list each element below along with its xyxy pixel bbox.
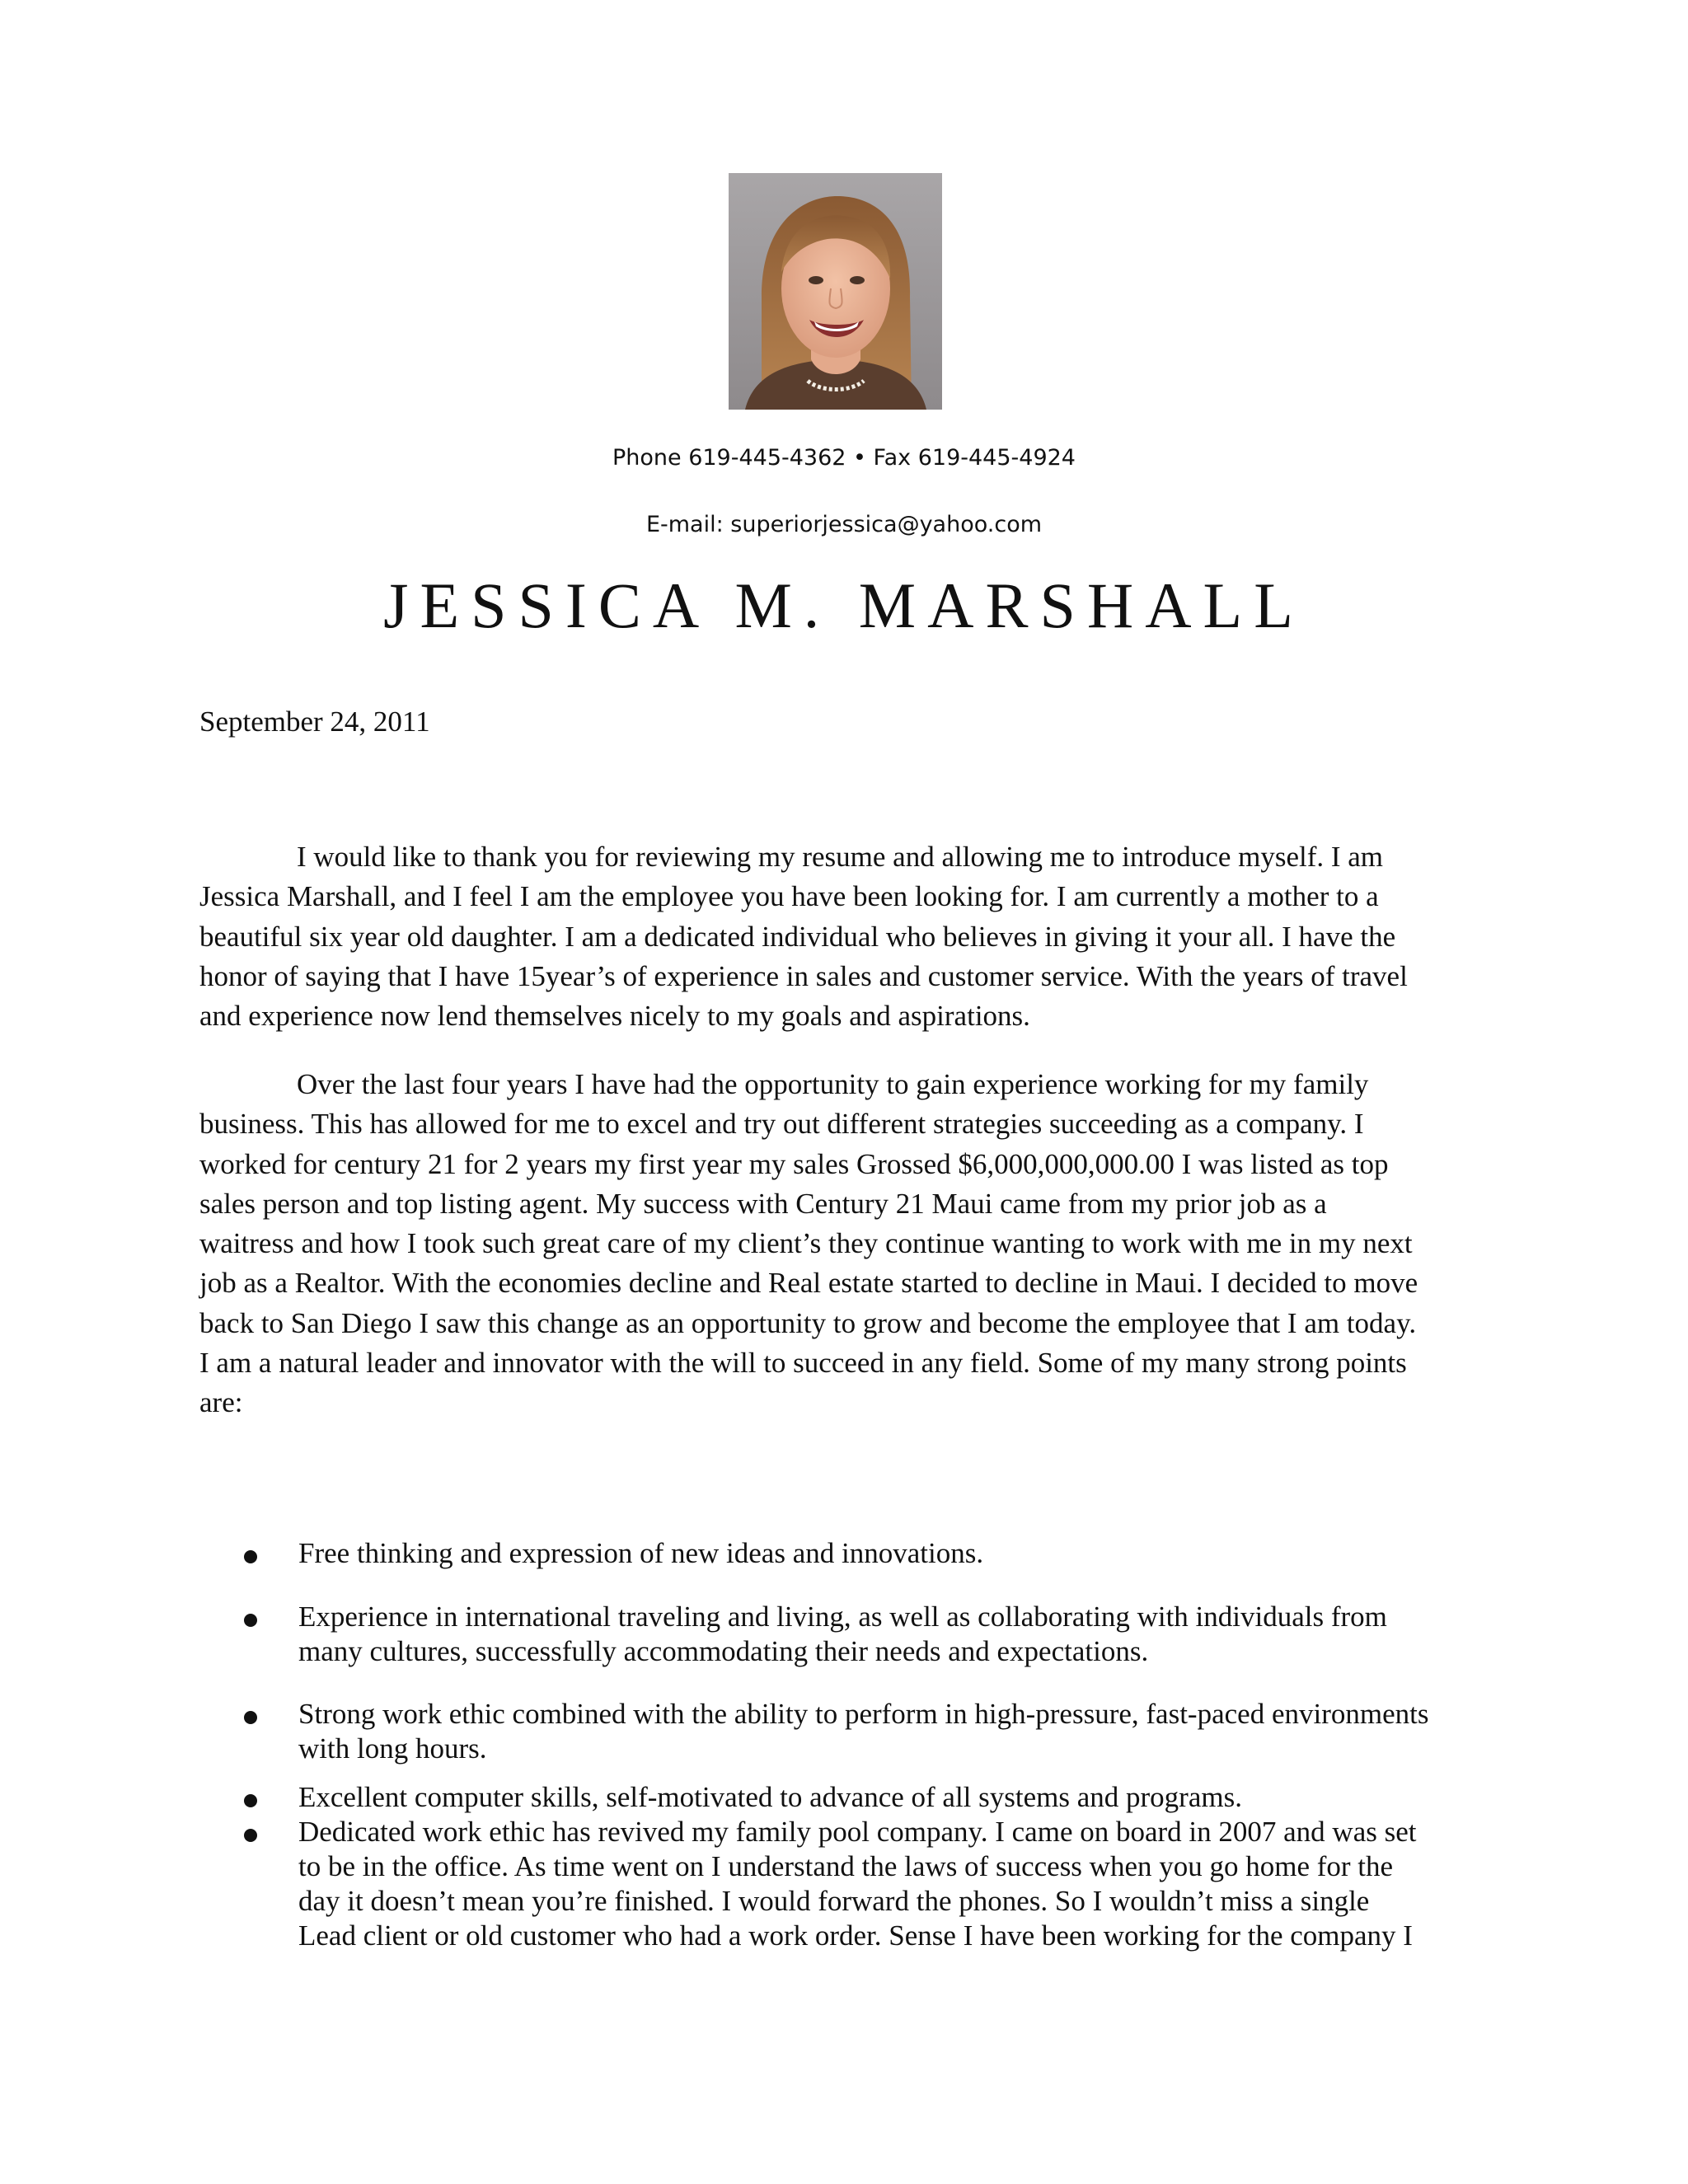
paragraph-line: are: <box>199 1386 243 1419</box>
bullet-line: Excellent computer skills, self-motivated to advance of all systems and programs. <box>298 1781 1242 1813</box>
paragraph-line: honor of saying that I have 15year’s of experience in sales and customer service. With the years of travel <box>199 959 1408 992</box>
bullet-text <box>298 1600 1535 1669</box>
paragraph-line: waitress and how I took such great care of my client’s they continue wanting to work with me in my next <box>199 1227 1413 1260</box>
bullet-line: to be in the office. As time went on I understand the laws of success when you go home for the <box>298 1850 1394 1882</box>
bullet-icon <box>244 1550 257 1563</box>
bullet-text <box>298 1780 1535 1815</box>
letter-date: September 24, 2011 <box>199 705 430 738</box>
paragraph-line: I am a natural leader and innovator with the will to succeed in any field. Some of my many strong points <box>199 1347 1407 1380</box>
paragraph-line: business. This has allowed for me to excel and try out different strategies succeeding as a company. I <box>199 1108 1364 1141</box>
bullet-line: Dedicated work ethic has revived my family pool company. I came on board in 2007 and was set <box>298 1816 1417 1848</box>
paragraph-line: beautiful six year old daughter. I am a dedicated individual who believes in giving it your all. I have the <box>199 920 1396 953</box>
bullet-line: Lead client or old customer who had a work order. Sense I have been working for the company I <box>298 1919 1413 1952</box>
bullet-icon <box>244 1794 257 1807</box>
bullet-text <box>298 1697 1535 1766</box>
bullet-text <box>298 1815 1535 1953</box>
bullet-line: Experience in international traveling and living, as well as collaborating with individuals from <box>298 1601 1387 1633</box>
paragraph-line: and experience now lend themselves nicely to my goals and aspirations. <box>199 1000 1030 1033</box>
paragraph-line: back to San Diego I saw this change as an opportunity to grow and become the employee that I am today. <box>199 1306 1417 1339</box>
paragraph-line: Over the last four years I have had the opportunity to gain experience working for my family <box>297 1068 1369 1100</box>
bullet-text <box>298 1536 1535 1571</box>
bullet-line: many cultures, successfully accommodating their needs and expectations. <box>298 1635 1149 1667</box>
email-line: E-mail: superiorjessica@yahoo.com <box>645 512 1043 537</box>
bullet-line: Free thinking and expression of new ideas and innovations. <box>298 1537 984 1569</box>
paragraph-introduction <box>199 837 1502 1036</box>
bullet-line: day it doesn’t mean you’re finished. I would forward the phones. So I wouldn’t miss a single <box>298 1885 1370 1917</box>
paragraph-line: I would like to thank you for reviewing my resume and allowing me to introduce myself. I am <box>297 841 1384 873</box>
paragraph-line: sales person and top listing agent. My success with Century 21 Maui came from my prior job as a <box>199 1187 1327 1220</box>
bullet-line: Strong work ethic combined with the ability to perform in high-pressure, fast-paced environments <box>298 1698 1429 1730</box>
bullet-icon <box>244 1711 257 1724</box>
paragraph-line: worked for century 21 for 2 years my first year my sales Grossed $6,000,000,000.00 I was listed as top <box>199 1147 1389 1180</box>
bullet-icon <box>244 1829 257 1842</box>
phone-fax-line: Phone 619-445-4362 • Fax 619-445-4924 <box>612 445 1076 471</box>
paragraph-line: Jessica Marshall, and I feel I am the employee you have been looking for. I am currently a mother to a <box>199 880 1379 913</box>
paragraph-experience <box>199 1065 1502 1423</box>
applicant-name: JESSICA M. MARSHALL <box>383 569 1305 641</box>
bullet-icon <box>244 1614 257 1627</box>
paragraph-line: job as a Realtor. With the economies decline and Real estate started to decline in Maui. I decided to move <box>199 1267 1418 1300</box>
profile-photo <box>729 173 942 410</box>
bullet-line: with long hours. <box>298 1732 487 1765</box>
